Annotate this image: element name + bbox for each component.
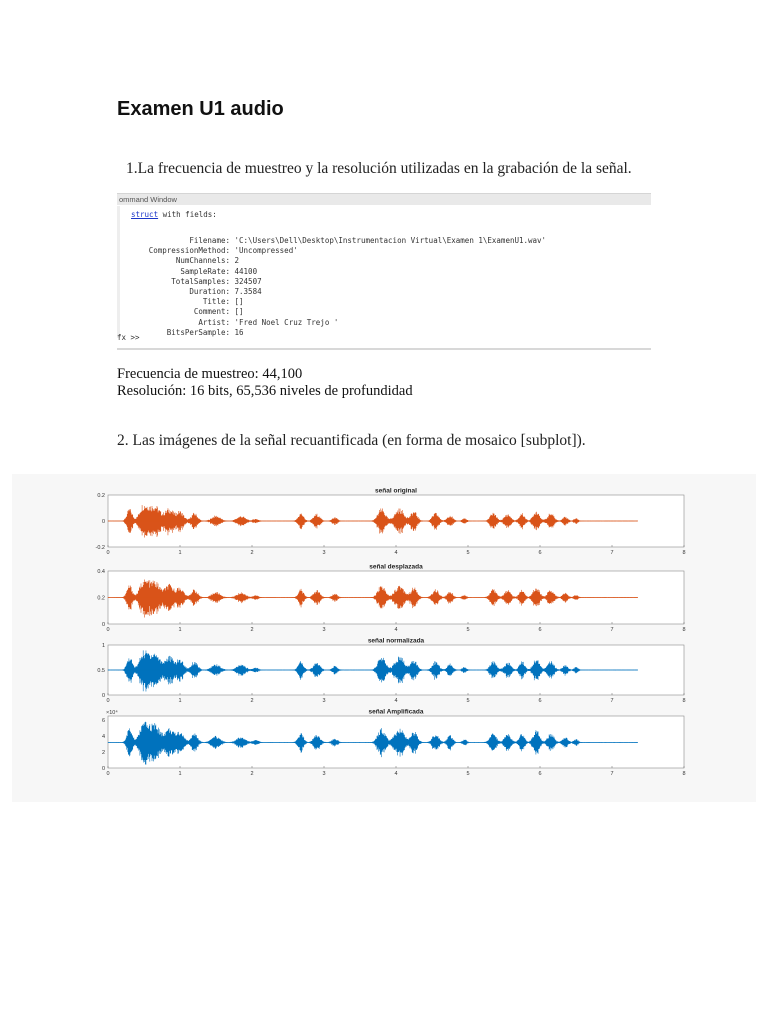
y-tick-label: 0 — [101, 766, 105, 772]
struct-field-row — [117, 236, 546, 245]
x-tick-label: 7 — [610, 771, 614, 777]
x-tick-label: 1 — [178, 550, 182, 556]
struct-field-row — [117, 307, 244, 316]
x-tick-label: 2 — [250, 771, 254, 777]
struct-field-value: 16 — [230, 327, 244, 337]
x-tick-label: 1 — [178, 698, 182, 704]
y-tick-label: 1 — [101, 643, 105, 649]
x-tick-label: 4 — [394, 698, 398, 704]
struct-field-name: BitsPerSample: — [166, 327, 230, 337]
x-tick-label: 2 — [250, 627, 254, 633]
struct-field-row — [117, 267, 257, 276]
struct-field-name: Comment: — [193, 307, 230, 317]
y-tick-label: 0.5 — [97, 668, 105, 674]
x-tick-label: 6 — [538, 698, 542, 704]
struct-field-row — [117, 287, 262, 296]
x-tick-label: 3 — [322, 698, 326, 704]
x-tick-label: 5 — [466, 550, 470, 556]
x-tick-label: 8 — [682, 550, 686, 556]
y-tick-label: 0.2 — [97, 595, 105, 602]
struct-field-row — [117, 318, 338, 327]
x-tick-label: 0 — [106, 698, 110, 704]
struct-field-value: 2 — [230, 256, 240, 266]
x-tick-label: 1 — [178, 627, 182, 633]
x-tick-label: 2 — [250, 698, 254, 704]
x-tick-label: 7 — [610, 627, 614, 633]
y-tick-label: 6 — [101, 718, 105, 724]
struct-field-value: [] — [230, 297, 244, 307]
y-tick-label: 0 — [101, 622, 105, 628]
struct-field-value: 44100 — [230, 266, 258, 276]
subplot-4 — [102, 709, 686, 778]
command-window-bottom-border — [117, 348, 651, 350]
x-tick-label: 8 — [682, 627, 686, 633]
x-tick-label: 4 — [394, 771, 398, 777]
struct-field-value: [] — [230, 307, 244, 317]
struct-line — [131, 210, 217, 219]
subplot-1 — [96, 488, 686, 557]
struct-field-value: 'Uncompressed' — [230, 246, 298, 256]
struct-field-name: Artist: — [198, 317, 230, 327]
subplot-title: señal desplazada — [369, 563, 423, 571]
y-exponent-label: ×10⁴ — [106, 710, 118, 716]
question-1: 1.La frecuencia de muestreo y la resolución utilizadas en la grabación de la señal. — [126, 160, 632, 177]
x-tick-label: 7 — [610, 550, 614, 556]
struct-field-name: Title: — [202, 297, 230, 307]
document-title: Examen U1 audio — [117, 98, 284, 120]
command-window-title: ommand Window — [117, 194, 651, 205]
y-tick-label: 0.2 — [97, 493, 105, 499]
struct-field-value: 7.3584 — [230, 287, 262, 296]
subplot-title: señal normalizada — [367, 637, 425, 645]
x-tick-label: 5 — [466, 771, 470, 777]
answer-sample-rate: Frecuencia de muestreo: 44,100 — [117, 366, 303, 382]
struct-field-name: SampleRate: — [180, 266, 230, 276]
x-tick-label: 5 — [466, 627, 470, 633]
subplot-figure — [12, 474, 756, 802]
struct-field-row — [117, 246, 298, 255]
struct-keyword: struct — [131, 210, 159, 219]
y-tick-label: 4 — [101, 734, 105, 740]
struct-field-name: Duration: — [189, 287, 230, 296]
command-window-screenshot — [117, 193, 651, 350]
x-tick-label: 8 — [682, 771, 686, 777]
x-tick-label: 0 — [106, 550, 110, 556]
x-tick-label: 4 — [394, 550, 398, 556]
y-tick-label: -0.2 — [95, 545, 105, 551]
subplot-3 — [97, 638, 685, 705]
answer-resolution: Resolución: 16 bits, 65,536 niveles de profundidad — [117, 383, 413, 399]
y-tick-label: 0.4 — [97, 569, 105, 575]
subplot-svg — [12, 474, 756, 802]
y-tick-label: 2 — [101, 750, 105, 756]
x-tick-label: 3 — [322, 771, 326, 777]
struct-field-name: CompressionMethod: — [148, 246, 230, 256]
struct-field-row — [117, 256, 239, 265]
struct-field-name: NumChannels: — [175, 256, 230, 266]
x-tick-label: 2 — [250, 550, 254, 556]
x-tick-label: 6 — [538, 771, 542, 777]
x-tick-label: 6 — [538, 627, 542, 633]
subplot-title: señal Amplificada — [368, 708, 424, 716]
subplot-title: señal original — [375, 487, 417, 495]
struct-field-value: 'C:\Users\Dell\Desktop\Instrumentacion Virtual\Examen 1\ExamenU1.wav' — [230, 236, 547, 245]
x-tick-label: 3 — [322, 550, 326, 556]
struct-rest: with fields: — [158, 210, 217, 219]
y-tick-label: 0 — [101, 519, 105, 525]
x-tick-label: 8 — [682, 698, 686, 704]
struct-field-value: 'Fred Noel Cruz Trejo ' — [230, 317, 339, 327]
x-tick-label: 0 — [106, 771, 110, 777]
struct-field-name: Filename: — [189, 236, 230, 245]
x-tick-label: 0 — [106, 627, 110, 633]
struct-field-row — [117, 277, 262, 286]
x-tick-label: 3 — [322, 627, 326, 633]
x-tick-label: 6 — [538, 550, 542, 556]
struct-field-value: 324507 — [230, 276, 262, 286]
x-tick-label: 5 — [466, 698, 470, 704]
struct-field-name: TotalSamples: — [171, 276, 230, 286]
struct-field-row — [117, 297, 244, 306]
x-tick-label: 4 — [394, 627, 398, 633]
y-tick-label: 0 — [101, 693, 105, 699]
command-window-output — [117, 206, 649, 340]
x-tick-label: 7 — [610, 698, 614, 704]
subplot-2 — [97, 564, 685, 634]
question-2: 2. Las imágenes de la señal recuantificada (en forma de mosaico [subplot]). — [117, 432, 586, 449]
command-prompt: fx >> — [117, 333, 140, 342]
x-tick-label: 1 — [178, 771, 182, 777]
